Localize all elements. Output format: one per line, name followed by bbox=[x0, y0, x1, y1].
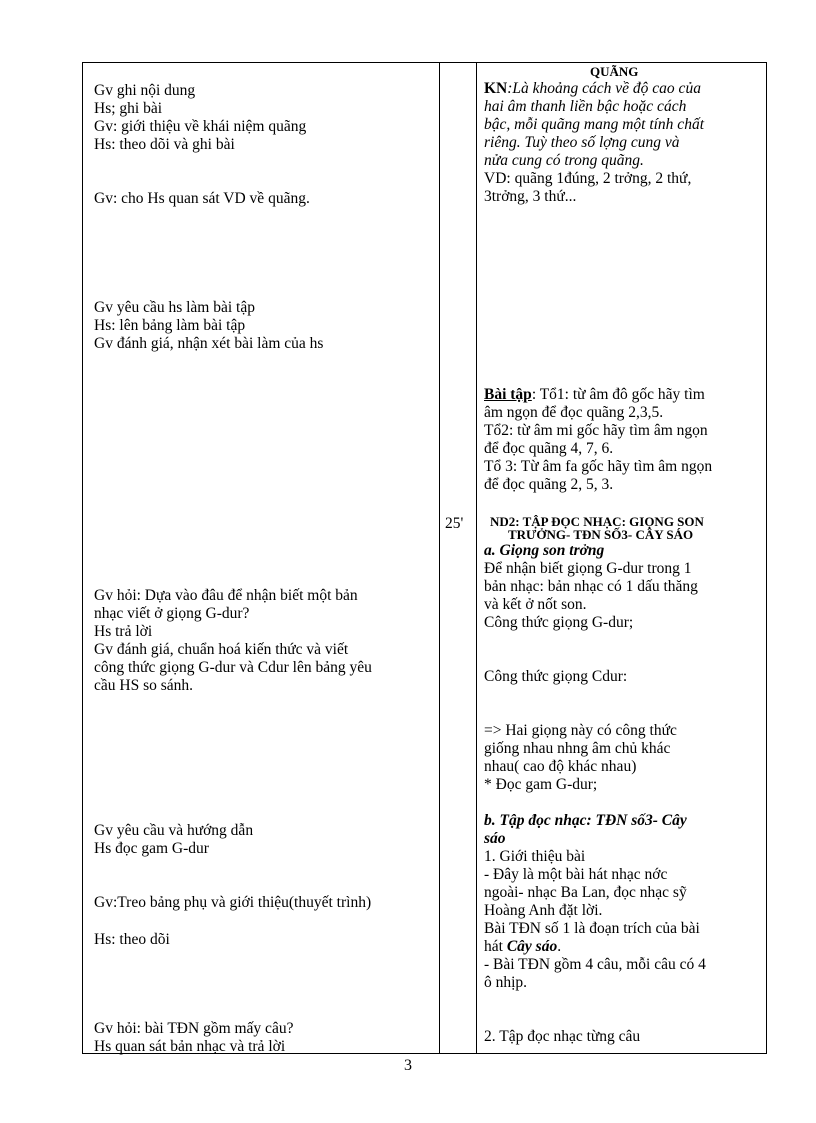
left-line: Hs đọc gam G-dur bbox=[94, 840, 209, 857]
left-line: công thức giọng G-dur và Cdur lên bảng yêu bbox=[94, 659, 372, 676]
left-line: Gv đánh giá, nhận xét bài làm của hs bbox=[94, 335, 324, 352]
kn-definition-line: KN:Là khoảng cách về độ cao của bbox=[484, 80, 701, 97]
example-line: 3trởng, 3 thứ... bbox=[484, 188, 577, 205]
exercise-line: để đọc quãng 4, 7, 6. bbox=[484, 440, 614, 457]
left-line: Gv ghi nội dung bbox=[94, 82, 196, 99]
kn-definition-line: bậc, mỗi quãng mang một tính chất bbox=[484, 116, 704, 133]
left-line: Hs trả lời bbox=[94, 623, 153, 640]
left-line: Hs: lên bảng làm bài tập bbox=[94, 317, 246, 334]
left-line: Gv:Treo bảng phụ và giới thiệu(thuyết trình) bbox=[94, 894, 372, 911]
section-a-line: và kết ở nốt son. bbox=[484, 596, 587, 613]
left-line: Gv yêu cầu và hướng dẫn bbox=[94, 822, 254, 839]
intro-line: - Đây là một bài hát nhạc nớc bbox=[484, 866, 668, 883]
left-line: Gv: giới thiệu về khái niệm quãng bbox=[94, 118, 307, 135]
compare-line: => Hai giọng này có công thức bbox=[484, 722, 677, 739]
kn-definition-line: nửa cung có trong quãng. bbox=[484, 152, 644, 169]
step-2-line: 2. Tập đọc nhạc từng câu bbox=[484, 1028, 641, 1045]
section-a-title: a. Giọng son trởng bbox=[484, 542, 605, 559]
exercise-line: để đọc quãng 2, 5, 3. bbox=[484, 476, 614, 493]
intro-line: Bài TĐN số 1 là đoạn trích của bài bbox=[484, 920, 700, 937]
left-line: Hs; ghi bài bbox=[94, 100, 163, 117]
left-line: Hs quan sát bản nhạc và trả lời bbox=[94, 1038, 286, 1055]
exercise-line: Tổ 3: Từ âm fa gốc hãy tìm âm ngọn bbox=[484, 458, 713, 475]
kn-definition-line: hai âm thanh liền bậc hoặc cách bbox=[484, 98, 687, 115]
structure-line: ô nhịp. bbox=[484, 974, 528, 991]
compare-line: giống nhau nhng âm chủ khác bbox=[484, 740, 671, 757]
intro-line: 1. Giới thiệu bài bbox=[484, 848, 586, 865]
song-name-line: hát Cây sáo. bbox=[484, 938, 562, 955]
page-number: 3 bbox=[404, 1057, 412, 1074]
section-a-line: bản nhạc: bản nhạc có 1 dấu thăng bbox=[484, 578, 698, 595]
exercise-line: Bài tập: Tổ1: từ âm đô gốc hãy tìm bbox=[484, 386, 705, 403]
exercise-line: Tổ2: từ âm mi gốc hãy tìm âm ngọn bbox=[484, 422, 708, 439]
left-line: Gv yêu cầu hs làm bài tập bbox=[94, 299, 255, 316]
left-line: Gv: cho Hs quan sát VD về quãng. bbox=[94, 190, 310, 207]
nd2-heading: TRƯỞNG- TĐN SỐ3- CÂY SÁO bbox=[508, 527, 694, 542]
left-line: Gv hỏi: bài TĐN gồm mấy câu? bbox=[94, 1020, 294, 1037]
column-divider-2 bbox=[476, 62, 477, 1054]
nd2-heading: ND2: TẬP ĐỌC NHẠC: GIỌNG SON bbox=[490, 514, 704, 529]
compare-line: * Đọc gam G-dur; bbox=[484, 776, 598, 793]
time-allotment: 25' bbox=[445, 515, 464, 532]
example-line: VD: quãng 1đúng, 2 trởng, 2 thứ, bbox=[484, 170, 692, 187]
left-line: cầu HS so sánh. bbox=[94, 677, 194, 694]
section-a-line: Công thức giọng G-dur; bbox=[484, 614, 634, 631]
section-a-line: Để nhận biết giọng G-dur trong 1 bbox=[484, 560, 692, 577]
structure-line: - Bài TĐN gồm 4 câu, mỗi câu có 4 bbox=[484, 956, 706, 973]
left-line: Gv đánh giá, chuẩn hoá kiến thức và viết bbox=[94, 641, 349, 658]
left-line: Gv hỏi: Dựa vào đâu để nhận biết một bản bbox=[94, 587, 358, 604]
section-b-title: sáo bbox=[484, 830, 506, 847]
cdur-formula: Công thức giọng Cdur: bbox=[484, 668, 628, 685]
intro-line: Hoàng Anh đặt lời. bbox=[484, 902, 603, 919]
left-line: Hs: theo dõi và ghi bài bbox=[94, 136, 235, 153]
section-b-title: b. Tập đọc nhạc: TĐN số3- Cây bbox=[484, 812, 687, 829]
column-divider-1 bbox=[439, 62, 440, 1054]
intro-line: ngoài- nhạc Ba Lan, đọc nhạc sỹ bbox=[484, 884, 687, 901]
kn-definition-line: riêng. Tuỳ theo số lợng cung và bbox=[484, 134, 680, 151]
compare-line: nhau( cao độ khác nhau) bbox=[484, 758, 637, 775]
exercise-line: âm ngọn để đọc quãng 2,3,5. bbox=[484, 404, 664, 421]
section-heading-quang: QUÃNG bbox=[590, 64, 639, 79]
left-line: nhạc viết ở giọng G-dur? bbox=[94, 605, 250, 622]
left-line: Hs: theo dõi bbox=[94, 931, 170, 948]
